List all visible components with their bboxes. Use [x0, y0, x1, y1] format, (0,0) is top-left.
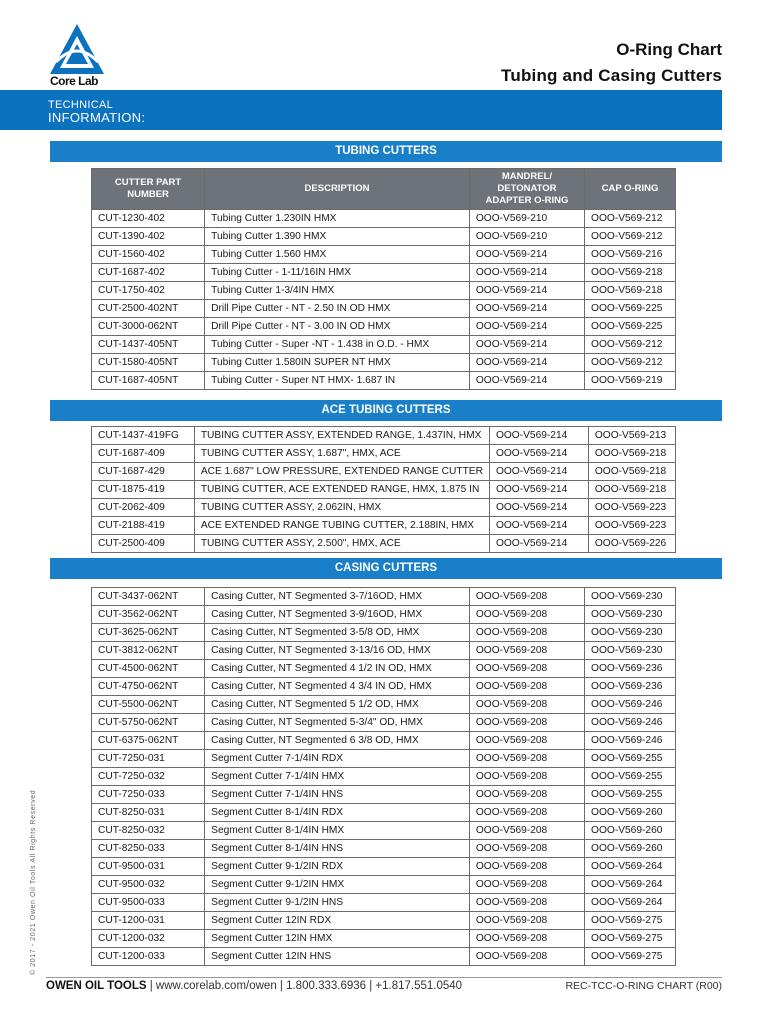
cell-cap-oring: OOO-V569-275 [585, 930, 676, 948]
cell-cap-oring: OOO-V569-212 [585, 336, 676, 354]
cell-mandrel-oring: OOO-V569-208 [469, 732, 584, 750]
footer-doc-code: REC-TCC-O-RING CHART (R00) [565, 980, 722, 992]
cell-description: Drill Pipe Cutter - NT - 2.50 IN OD HMX [205, 300, 470, 318]
table-row [92, 210, 676, 228]
cell-description: Segment Cutter 9-1/2IN HNS [205, 894, 470, 912]
table-body [92, 588, 676, 966]
table-row [92, 858, 676, 876]
cell-mandrel-oring: OOO-V569-208 [469, 912, 584, 930]
cell-cap-oring: OOO-V569-264 [585, 876, 676, 894]
cell-mandrel-oring: OOO-V569-208 [469, 822, 584, 840]
table-row [92, 912, 676, 930]
cell-part-number: CUT-1560-402 [92, 246, 205, 264]
cell-mandrel-oring: OOO-V569-208 [469, 930, 584, 948]
cell-mandrel-oring: OOO-V569-214 [469, 264, 584, 282]
cell-description: Casing Cutter, NT Segmented 4 1/2 IN OD, HMX [205, 660, 470, 678]
cell-part-number: CUT-3562-062NT [92, 606, 205, 624]
cell-mandrel-oring: OOO-V569-214 [469, 372, 584, 390]
cell-part-number: CUT-2188-419 [92, 517, 195, 535]
table-row [92, 930, 676, 948]
cell-description: Casing Cutter, NT Segmented 5 1/2 OD, HMX [205, 696, 470, 714]
cell-description: TUBING CUTTER ASSY, 2.062IN, HMX [194, 499, 489, 517]
table-row [92, 678, 676, 696]
cell-mandrel-oring: OOO-V569-208 [469, 696, 584, 714]
cell-mandrel-oring: OOO-V569-208 [469, 876, 584, 894]
cell-mandrel-oring: OOO-V569-214 [469, 318, 584, 336]
table-row [92, 318, 676, 336]
cell-description: Segment Cutter 8-1/4IN HMX [205, 822, 470, 840]
cell-cap-oring: OOO-V569-246 [585, 696, 676, 714]
cell-mandrel-oring: OOO-V569-214 [489, 499, 588, 517]
cell-part-number: CUT-1230-402 [92, 210, 205, 228]
cell-description: Segment Cutter 7-1/4IN RDX [205, 750, 470, 768]
cell-part-number: CUT-1200-033 [92, 948, 205, 966]
table-row [92, 246, 676, 264]
cell-mandrel-oring: OOO-V569-208 [469, 894, 584, 912]
table-row [92, 822, 676, 840]
table-row [92, 354, 676, 372]
tubing-cutters-table [91, 168, 676, 390]
cell-part-number: CUT-1580-405NT [92, 354, 205, 372]
cell-part-number: CUT-9500-032 [92, 876, 205, 894]
cell-cap-oring: OOO-V569-218 [585, 282, 676, 300]
cell-part-number: CUT-7250-032 [92, 768, 205, 786]
cell-mandrel-oring: OOO-V569-208 [469, 588, 584, 606]
cell-mandrel-oring: OOO-V569-214 [489, 445, 588, 463]
cell-cap-oring: OOO-V569-212 [585, 354, 676, 372]
cell-mandrel-oring: OOO-V569-214 [489, 463, 588, 481]
cell-mandrel-oring: OOO-V569-208 [469, 606, 584, 624]
cell-description: Casing Cutter, NT Segmented 6 3/8 OD, HMX [205, 732, 470, 750]
cell-description: Tubing Cutter 1.230IN HMX [205, 210, 470, 228]
cell-description: Segment Cutter 7-1/4IN HMX [205, 768, 470, 786]
cell-description: Tubing Cutter 1.390 HMX [205, 228, 470, 246]
table-row [92, 336, 676, 354]
cell-description: Tubing Cutter - 1-11/16IN HMX [205, 264, 470, 282]
table-body [92, 210, 676, 390]
cell-cap-oring: OOO-V569-218 [588, 481, 675, 499]
table-row [92, 840, 676, 858]
cell-part-number: CUT-3437-062NT [92, 588, 205, 606]
cell-mandrel-oring: OOO-V569-210 [469, 210, 584, 228]
cell-cap-oring: OOO-V569-236 [585, 678, 676, 696]
cell-cap-oring: OOO-V569-212 [585, 228, 676, 246]
column-header-cap-oring: CAP O-RING [585, 169, 676, 210]
cell-part-number: CUT-1875-419 [92, 481, 195, 499]
cell-description: Segment Cutter 7-1/4IN HNS [205, 786, 470, 804]
cell-cap-oring: OOO-V569-255 [585, 768, 676, 786]
cell-part-number: CUT-7250-031 [92, 750, 205, 768]
cell-part-number: CUT-4750-062NT [92, 678, 205, 696]
cell-cap-oring: OOO-V569-255 [585, 786, 676, 804]
cell-cap-oring: OOO-V569-218 [588, 463, 675, 481]
cell-cap-oring: OOO-V569-230 [585, 642, 676, 660]
cell-part-number: CUT-1687-402 [92, 264, 205, 282]
cell-part-number: CUT-3812-062NT [92, 642, 205, 660]
table-row [92, 606, 676, 624]
cell-cap-oring: OOO-V569-236 [585, 660, 676, 678]
cell-part-number: CUT-8250-031 [92, 804, 205, 822]
section-header-tubing-cutters: TUBING CUTTERS [50, 141, 722, 162]
banner-line1: TECHNICAL [48, 99, 114, 111]
cell-mandrel-oring: OOO-V569-214 [469, 282, 584, 300]
table-row [92, 463, 676, 481]
cell-cap-oring: OOO-V569-223 [588, 517, 675, 535]
cell-description: ACE 1.687" LOW PRESSURE, EXTENDED RANGE CUTTER [194, 463, 489, 481]
cell-part-number: CUT-1750-402 [92, 282, 205, 300]
cell-mandrel-oring: OOO-V569-214 [469, 246, 584, 264]
cell-description: Segment Cutter 9-1/2IN RDX [205, 858, 470, 876]
table-row [92, 517, 676, 535]
cell-cap-oring: OOO-V569-213 [588, 427, 675, 445]
cell-part-number: CUT-1687-405NT [92, 372, 205, 390]
cell-description: TUBING CUTTER ASSY, 2.500", HMX, ACE [194, 535, 489, 553]
table-row [92, 642, 676, 660]
cell-cap-oring: OOO-V569-218 [585, 264, 676, 282]
cell-cap-oring: OOO-V569-264 [585, 894, 676, 912]
cell-description: Segment Cutter 8-1/4IN HNS [205, 840, 470, 858]
cell-part-number: CUT-1200-032 [92, 930, 205, 948]
cell-mandrel-oring: OOO-V569-214 [469, 354, 584, 372]
table-row [92, 948, 676, 966]
cell-description: Tubing Cutter - Super -NT - 1.438 in O.D. - HMX [205, 336, 470, 354]
cell-description: Segment Cutter 12IN RDX [205, 912, 470, 930]
column-header-mandrel-oring: MANDREL/ DETONATOR ADAPTER O-RING [469, 169, 584, 210]
table-row [92, 804, 676, 822]
technical-information-banner [0, 90, 722, 130]
cell-mandrel-oring: OOO-V569-208 [469, 840, 584, 858]
column-header-description: DESCRIPTION [205, 169, 470, 210]
cell-cap-oring: OOO-V569-255 [585, 750, 676, 768]
cell-cap-oring: OOO-V569-260 [585, 840, 676, 858]
table-row [92, 876, 676, 894]
cell-part-number: CUT-5750-062NT [92, 714, 205, 732]
table-row [92, 499, 676, 517]
copyright-notice: © 2017 - 2021 Owen Oil Tools All Rights Reserved [30, 789, 37, 975]
footer-company: OWEN OIL TOOLS [46, 980, 147, 992]
cell-description: Tubing Cutter - Super NT HMX- 1.687 IN [205, 372, 470, 390]
cell-description: Segment Cutter 12IN HNS [205, 948, 470, 966]
table-row [92, 228, 676, 246]
cell-cap-oring: OOO-V569-275 [585, 912, 676, 930]
ace-tubing-cutters-table [91, 426, 676, 553]
cell-cap-oring: OOO-V569-275 [585, 948, 676, 966]
cell-description: Drill Pipe Cutter - NT - 3.00 IN OD HMX [205, 318, 470, 336]
cell-part-number: CUT-9500-031 [92, 858, 205, 876]
cell-cap-oring: OOO-V569-225 [585, 300, 676, 318]
cell-mandrel-oring: OOO-V569-214 [489, 517, 588, 535]
logo-text: Core Lab [50, 74, 99, 88]
cell-part-number: CUT-1437-405NT [92, 336, 205, 354]
cell-description: Casing Cutter, NT Segmented 3-7/16OD, HMX [205, 588, 470, 606]
table-row [92, 768, 676, 786]
cell-cap-oring: OOO-V569-218 [588, 445, 675, 463]
table-row [92, 445, 676, 463]
table-row [92, 696, 676, 714]
cell-mandrel-oring: OOO-V569-214 [489, 427, 588, 445]
cell-part-number: CUT-8250-033 [92, 840, 205, 858]
cell-part-number: CUT-1687-429 [92, 463, 195, 481]
cell-mandrel-oring: OOO-V569-214 [469, 300, 584, 318]
cell-mandrel-oring: OOO-V569-214 [469, 336, 584, 354]
table-row [92, 624, 676, 642]
cell-mandrel-oring: OOO-V569-214 [489, 535, 588, 553]
cell-description: Tubing Cutter 1-3/4IN HMX [205, 282, 470, 300]
cell-part-number: CUT-4500-062NT [92, 660, 205, 678]
cell-cap-oring: OOO-V569-246 [585, 732, 676, 750]
page-subtitle: Tubing and Casing Cutters [501, 66, 722, 85]
cell-cap-oring: OOO-V569-230 [585, 624, 676, 642]
cell-cap-oring: OOO-V569-230 [585, 588, 676, 606]
cell-mandrel-oring: OOO-V569-210 [469, 228, 584, 246]
page-title: O-Ring Chart [616, 40, 722, 59]
cell-cap-oring: OOO-V569-260 [585, 822, 676, 840]
cell-mandrel-oring: OOO-V569-208 [469, 642, 584, 660]
cell-mandrel-oring: OOO-V569-208 [469, 714, 584, 732]
table-header-row [92, 169, 676, 210]
cell-part-number: CUT-8250-032 [92, 822, 205, 840]
cell-description: Tubing Cutter 1.580IN SUPER NT HMX [205, 354, 470, 372]
cell-description: TUBING CUTTER ASSY, EXTENDED RANGE, 1.437IN, HMX [194, 427, 489, 445]
footer-contact-info: | www.corelab.com/owen | 1.800.333.6936 | +1.817.551.0540 [149, 980, 463, 992]
cell-description: ACE EXTENDED RANGE TUBING CUTTER, 2.188IN, HMX [194, 517, 489, 535]
cell-description: Segment Cutter 12IN HMX [205, 930, 470, 948]
cell-cap-oring: OOO-V569-223 [588, 499, 675, 517]
cell-cap-oring: OOO-V569-216 [585, 246, 676, 264]
cell-part-number: CUT-3000-062NT [92, 318, 205, 336]
cell-mandrel-oring: OOO-V569-214 [489, 481, 588, 499]
cell-description: TUBING CUTTER, ACE EXTENDED RANGE, HMX, 1.875 IN [194, 481, 489, 499]
cell-part-number: CUT-1687-409 [92, 445, 195, 463]
cell-description: Casing Cutter, NT Segmented 3-5/8 OD, HMX [205, 624, 470, 642]
banner-line2: INFORMATION: [48, 110, 146, 125]
cell-cap-oring: OOO-V569-260 [585, 804, 676, 822]
cell-part-number: CUT-1437-419FG [92, 427, 195, 445]
cell-part-number: CUT-2500-409 [92, 535, 195, 553]
table-body [92, 427, 676, 553]
footer-divider [46, 977, 722, 978]
table-row [92, 660, 676, 678]
footer-contact [46, 980, 462, 992]
cell-part-number: CUT-9500-033 [92, 894, 205, 912]
table-row [92, 714, 676, 732]
cell-cap-oring: OOO-V569-212 [585, 210, 676, 228]
cell-part-number: CUT-2500-402NT [92, 300, 205, 318]
table-row [92, 588, 676, 606]
cell-description: TUBING CUTTER ASSY, 1.687", HMX, ACE [194, 445, 489, 463]
cell-part-number: CUT-3625-062NT [92, 624, 205, 642]
cell-description: Segment Cutter 8-1/4IN RDX [205, 804, 470, 822]
cell-mandrel-oring: OOO-V569-208 [469, 750, 584, 768]
cell-mandrel-oring: OOO-V569-208 [469, 948, 584, 966]
column-header-part-number: CUTTER PART NUMBER [92, 169, 205, 210]
table-row [92, 750, 676, 768]
cell-part-number: CUT-6375-062NT [92, 732, 205, 750]
cell-mandrel-oring: OOO-V569-208 [469, 660, 584, 678]
table-row [92, 535, 676, 553]
section-header-casing-cutters: CASING CUTTERS [50, 558, 722, 579]
casing-cutters-table [91, 587, 676, 966]
cell-description: Tubing Cutter 1.560 HMX [205, 246, 470, 264]
cell-description: Segment Cutter 9-1/2IN HMX [205, 876, 470, 894]
cell-description: Casing Cutter, NT Segmented 3-9/16OD, HMX [205, 606, 470, 624]
cell-cap-oring: OOO-V569-230 [585, 606, 676, 624]
table-row [92, 732, 676, 750]
table-row [92, 894, 676, 912]
cell-cap-oring: OOO-V569-246 [585, 714, 676, 732]
table-row [92, 427, 676, 445]
cell-cap-oring: OOO-V569-219 [585, 372, 676, 390]
table-row [92, 481, 676, 499]
cell-mandrel-oring: OOO-V569-208 [469, 768, 584, 786]
cell-cap-oring: OOO-V569-226 [588, 535, 675, 553]
table-row [92, 282, 676, 300]
cell-description: Casing Cutter, NT Segmented 5-3/4" OD, HMX [205, 714, 470, 732]
cell-part-number: CUT-2062-409 [92, 499, 195, 517]
cell-description: Casing Cutter, NT Segmented 3-13/16 OD, HMX [205, 642, 470, 660]
table-row [92, 300, 676, 318]
cell-part-number: CUT-1390-402 [92, 228, 205, 246]
table-row [92, 264, 676, 282]
section-header-ace-tubing-cutters: ACE TUBING CUTTERS [50, 400, 722, 421]
cell-description: Casing Cutter, NT Segmented 4 3/4 IN OD, HMX [205, 678, 470, 696]
cell-part-number: CUT-5500-062NT [92, 696, 205, 714]
cell-part-number: CUT-1200-031 [92, 912, 205, 930]
cell-mandrel-oring: OOO-V569-208 [469, 786, 584, 804]
cell-part-number: CUT-7250-033 [92, 786, 205, 804]
cell-mandrel-oring: OOO-V569-208 [469, 858, 584, 876]
cell-mandrel-oring: OOO-V569-208 [469, 804, 584, 822]
cell-cap-oring: OOO-V569-264 [585, 858, 676, 876]
cell-cap-oring: OOO-V569-225 [585, 318, 676, 336]
table-row [92, 786, 676, 804]
table-row [92, 372, 676, 390]
cell-mandrel-oring: OOO-V569-208 [469, 678, 584, 696]
cell-mandrel-oring: OOO-V569-208 [469, 624, 584, 642]
